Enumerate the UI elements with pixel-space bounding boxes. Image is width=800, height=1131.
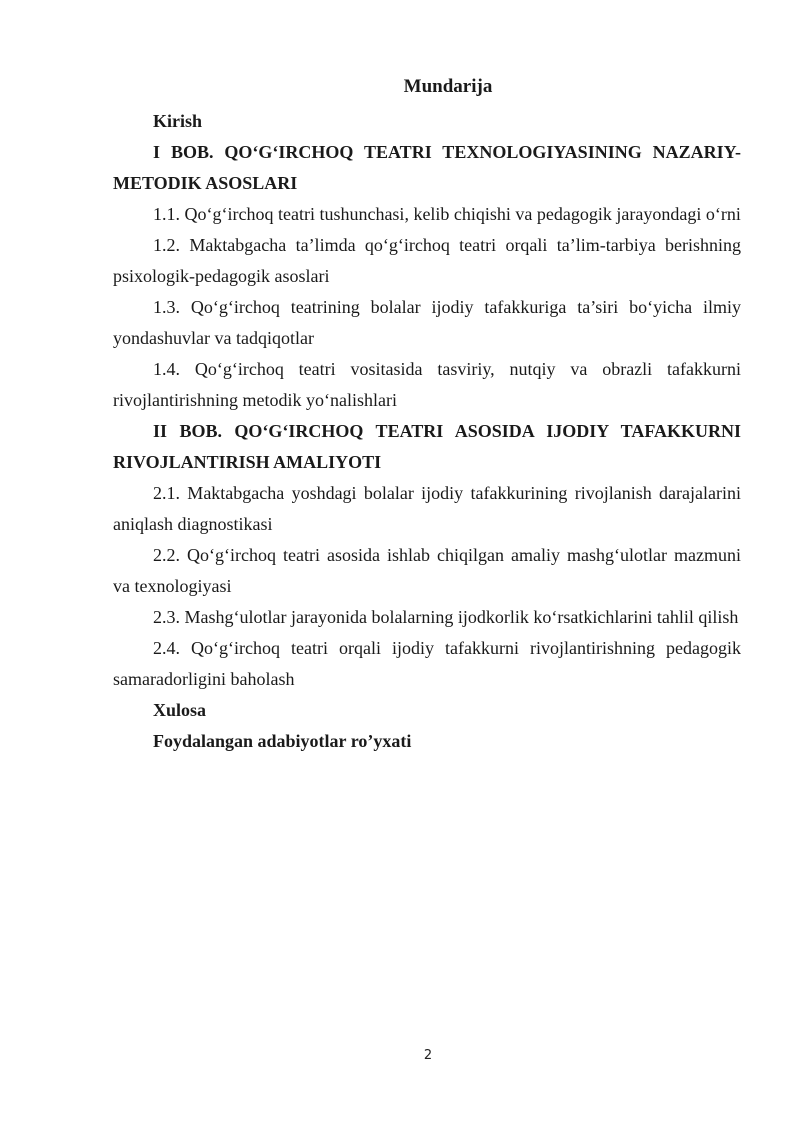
toc-entry-1-4: 1.4. Qo‘g‘irchoq teatri vositasida tasviriy, nutqiy va obrazli tafakkurni rivojlantirishning metodik yo‘nalishlari (113, 359, 741, 410)
toc-entry-2-3: 2.3. Mashg‘ulotlar jarayonida bolalarning ijodkorlik ko‘rsatkichlarini tahlil qilish (153, 607, 739, 627)
toc-entry-intro: Kirish (153, 111, 203, 131)
toc-entry-1-2: 1.2. Maktabgacha ta’limda qo‘g‘irchoq teatri orqali ta’lim-tarbiya berishning psixologik-pedagogik asoslari (113, 235, 741, 286)
toc-title: Mundarija (403, 76, 493, 97)
toc-entry-chapter-1: I BOB. QO‘G‘IRCHOQ TEATRI TEXNOLOGIYASINING NAZARIY-METODIK ASOSLARI (113, 142, 741, 193)
table-of-contents (113, 106, 741, 757)
toc-entry-2-4: 2.4. Qo‘g‘irchoq teatri orqali ijodiy tafakkurni rivojlantirishning pedagogik samaradorligini baholash (113, 638, 741, 689)
toc-entry-chapter-2: II BOB. QO‘G‘IRCHOQ TEATRI ASOSIDA IJODIY TAFAKKURNI RIVOJLANTIRISH AMALIYOTI (113, 421, 741, 472)
toc-entry-references: Foydalangan adabiyotlar ro’yxati (153, 731, 412, 751)
toc-entry-1-3: 1.3. Qo‘g‘irchoq teatrining bolalar ijodiy tafakkuriga ta’siri bo‘yicha ilmiy yondashuvlar va tadqiqotlar (113, 297, 741, 348)
page-number: 2 (423, 1048, 433, 1063)
toc-entry-2-2: 2.2. Qo‘g‘irchoq teatri asosida ishlab chiqilgan amaliy mashg‘ulotlar mazmuni va texnologiyasi (113, 545, 741, 596)
toc-entry-1-1: 1.1. Qo‘g‘irchoq teatri tushunchasi, kelib chiqishi va pedagogik jarayondagi o‘rni (153, 204, 741, 224)
toc-entry-conclusion: Xulosa (153, 700, 207, 720)
toc-entry-2-1: 2.1. Maktabgacha yoshdagi bolalar ijodiy tafakkurining rivojlanish darajalarini aniqlash diagnostikasi (113, 483, 741, 534)
